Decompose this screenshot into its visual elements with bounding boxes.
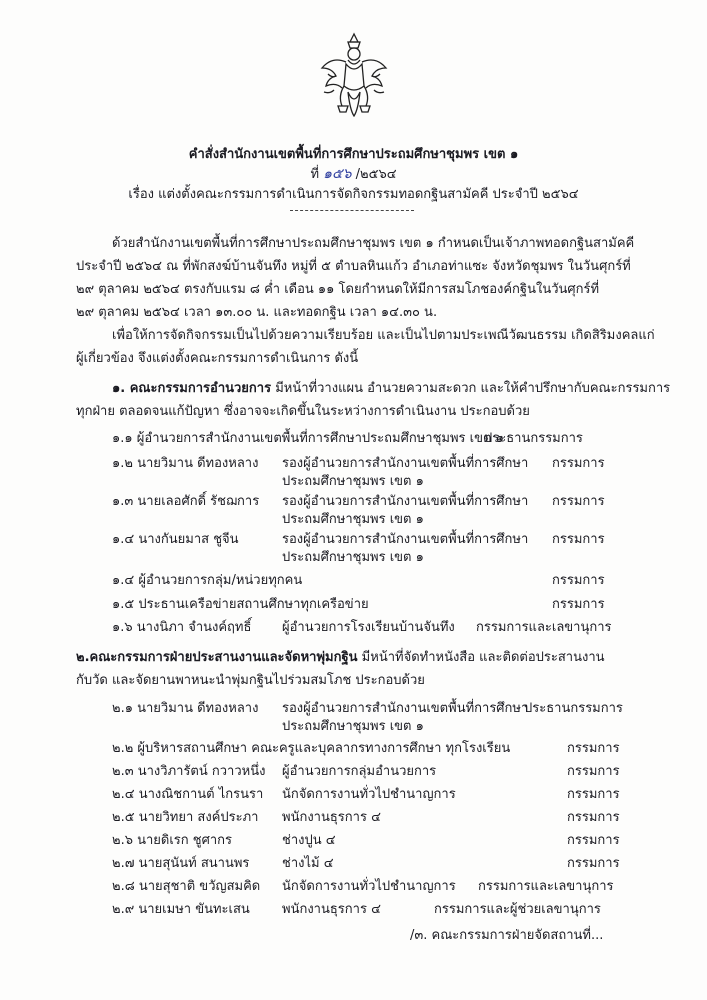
member-no: ๒.๔ [112,787,135,802]
order-number-suffix: /๒๕๖๔ [355,167,397,182]
order-number [0,166,707,183]
member-name: นายสุชาติ ขวัญสมคิด [138,879,261,894]
purpose-line: ผู้เกี่ยวข้อง จึงแต่งตั้งคณะกรรมการดำเนินการ ดังนี้ [76,351,359,366]
member-no: ๒.๕ [112,810,135,825]
member-role: กรรมการ [567,810,620,825]
member-no: ๑.๔ [112,573,135,588]
member-no: ๒.๑ [112,701,133,716]
member-name: นายสุนันท์ สนานพร [138,856,250,871]
member-no: ๒.๖ [112,833,133,848]
member-role: กรรมการและเลขานุการ [476,620,612,635]
member-2-4 [112,787,263,803]
member-1-1 [112,431,504,447]
member-name: นางกันยมาส ชูจีน [138,532,239,547]
section2-description: มีหน้าที่จัดทำหนังสือ และติดต่อประสานงาน [357,650,605,665]
member-no: ๒.๘ [112,879,135,894]
member-name: ผู้บริหารสถานศึกษา คณะครูและบุคลากรทางการศึกษา ทุกโรงเรียน [137,741,511,756]
member-position: รองผู้อำนวยการสำนักงานเขตพื้นที่การศึกษา [282,701,529,716]
member-position: นักจัดการงานทั่วไปชำนาญการ [282,787,456,802]
member-role: กรรมการ [552,532,605,547]
member-2-2 [112,741,510,757]
member-position: รองผู้อำนวยการสำนักงานเขตพื้นที่การศึกษา [282,532,529,547]
member-position: นักจัดการงานทั่วไปชำนาญการ [282,879,456,894]
member-role: ประธานกรรมการ [524,701,623,716]
section1-title: ๑. คณะกรรมการอำนวยการ [112,381,272,396]
member-no: ๑.๓ [112,494,134,509]
member-name: นายเมษา ขันทะเสน [138,902,250,917]
member-name: นายดิเรก ชูศากร [137,833,233,848]
member-2-7 [112,856,249,872]
member-name: นายวิทยา สงค์ประภา [138,810,259,825]
member-name: ผู้อำนวยการสำนักงานเขตพื้นที่การศึกษาประถมศึกษาชุมพร เขต ๑ [136,431,504,446]
member-no: ๑.๔ [112,532,135,547]
member-2-9 [112,902,250,918]
member-name: ผู้อำนวยการกลุ่ม/หน่วยทุกคน [138,573,303,588]
member-name: นางนิภา จำนงค์ฤทธิ์ [136,620,252,635]
order-title: คำสั่งสำนักงานเขตพื้นที่การศึกษาประถมศึกษาชุมพร เขต ๑ [188,147,519,162]
member-no: ๑.๒ [112,456,133,471]
member-1-4b [112,573,302,589]
intro-line: ๒๙ ตุลาคม ๒๕๖๔ ตรงกับแรม ๘ ค่ำ เดือน ๑๑ โดยกำหนดให้มีการสมโภชองค์กฐินในวันศุกร์ที่ [76,282,600,297]
section1-heading [112,381,670,397]
member-position-line2: ประถมศึกษาชุมพร เขต ๑ [282,550,424,565]
member-2-6 [112,833,232,849]
member-position-line2: ประถมศึกษาชุมพร เขต ๑ [282,474,424,489]
section1-description: มีหน้าที่วางแผน อำนวยความสะดวก และให้คำปรึกษากับคณะกรรมการ [271,381,671,396]
member-role: กรรมการและเลขานุการ [478,879,614,894]
member-1-2 [112,456,258,472]
header-divider [290,210,414,211]
intro-line: ด้วยสำนักงานเขตพื้นที่การศึกษาประถมศึกษาชุมพร เขต ๑ กำหนดเป็นเจ้าภาพทอดกฐินสามัคคี [112,236,635,251]
member-role: ประธานกรรมการ [484,431,583,446]
order-subject: เรื่อง แต่งตั้งคณะกรรมการดำเนินการจัดกิจกรรมทอดกฐินสามัคคี ประจำปี ๒๕๖๔ [128,187,579,202]
member-1-5 [112,597,369,613]
intro-line: ๒๙ ตุลาคม ๒๕๖๔ เวลา ๑๓.๐๐ น. และทอดกฐิน เวลา ๑๔.๓๐ น. [76,305,438,320]
member-role: กรรมการ [567,787,620,802]
member-no: ๑.๕ [112,597,135,612]
member-name: นางณิชกานต์ ไกรนรา [138,787,264,802]
member-role: กรรมการ [552,573,605,588]
order-number-handwritten: ๑๕๖ [323,166,352,182]
member-role: กรรมการ [567,833,620,848]
member-position: ผู้อำนวยการกลุ่มอำนวยการ [282,764,437,779]
member-1-6 [112,620,251,636]
member-1-3 [112,494,259,510]
member-position: ช่างปูน ๔ [282,833,336,848]
member-position-line2: ประถมศึกษาชุมพร เขต ๑ [282,512,424,527]
member-no: ๒.๒ [112,741,134,756]
member-position: พนักงานธุรการ ๔ [282,810,381,825]
section2-heading-line2: กับวัด และจัดยานพาหนะนำพุ่มกฐินไปร่วมสมโภช ประกอบด้วย [76,673,425,688]
member-role: กรรมการ [552,494,605,509]
member-no: ๒.๗ [112,856,135,871]
member-position: รองผู้อำนวยการสำนักงานเขตพื้นที่การศึกษา [282,494,529,509]
member-no: ๒.๓ [112,764,134,779]
order-number-prefix: ที่ [310,167,320,182]
member-role: กรรมการและผู้ช่วยเลขานุการ [434,902,601,917]
member-name: นายเลอศักดิ์ รัชฌการ [137,494,260,509]
garuda-emblem-icon [318,30,390,122]
member-position: ผู้อำนวยการโรงเรียนบ้านจันทึง [282,620,455,635]
member-position: รองผู้อำนวยการสำนักงานเขตพื้นที่การศึกษา [282,456,529,471]
member-2-1 [112,701,258,717]
member-role: กรรมการ [552,597,605,612]
section1-heading-line2: ทุกฝ่าย ตลอดจนแก้ปัญหา ซึ่งอาจจะเกิดขึ้นในระหว่างการดำเนินงาน ประกอบด้วย [76,404,530,419]
member-2-5 [112,810,258,826]
member-1-4 [112,532,239,548]
member-name: นางวิภารัตน์ กวาวหนึ่ง [137,764,266,779]
member-position: พนักงานธุรการ ๔ [282,902,381,917]
member-role: กรรมการ [567,741,620,756]
intro-line: ประจำปี ๒๕๖๔ ณ ที่พักสงฆ์บ้านจันทึง หมู่ที่ ๕ ตำบลหินแก้ว อำเภอท่าแซะ จังหวัดชุมพร ในวันศุกร์ที่ [76,259,631,274]
member-2-8 [112,879,260,895]
purpose-line: เพื่อให้การจัดกิจกรรมเป็นไปด้วยความเรียบร้อย และเป็นไปตามประเพณีวัฒนธรรม เกิดสิริมงคลแก่ [112,328,655,343]
member-role: กรรมการ [567,856,620,871]
section2-title: ๒.คณะกรรมการฝ่ายประสานงานและจัดหาพุ่มกฐิน [76,650,358,665]
member-name: นายวิมาน ดีทองหลาง [137,456,259,471]
continuation-note: /๓. คณะกรรมการฝ่ายจัดสถานที่... [410,928,604,943]
member-role: กรรมการ [552,456,605,471]
member-2-3 [112,764,265,780]
section2-heading [76,650,605,666]
member-position-line2: ประถมศึกษาชุมพร เขต ๑ [282,719,424,734]
member-no: ๒.๙ [112,902,135,917]
member-name: นายวิมาน ดีทองหลาง [137,701,259,716]
member-position: ช่างไม้ ๔ [282,856,334,871]
member-role: กรรมการ [567,764,620,779]
member-name: ประธานเครือข่ายสถานศึกษาทุกเครือข่าย [138,597,369,612]
member-no: ๑.๑ [112,431,133,446]
member-no: ๑.๖ [112,620,133,635]
